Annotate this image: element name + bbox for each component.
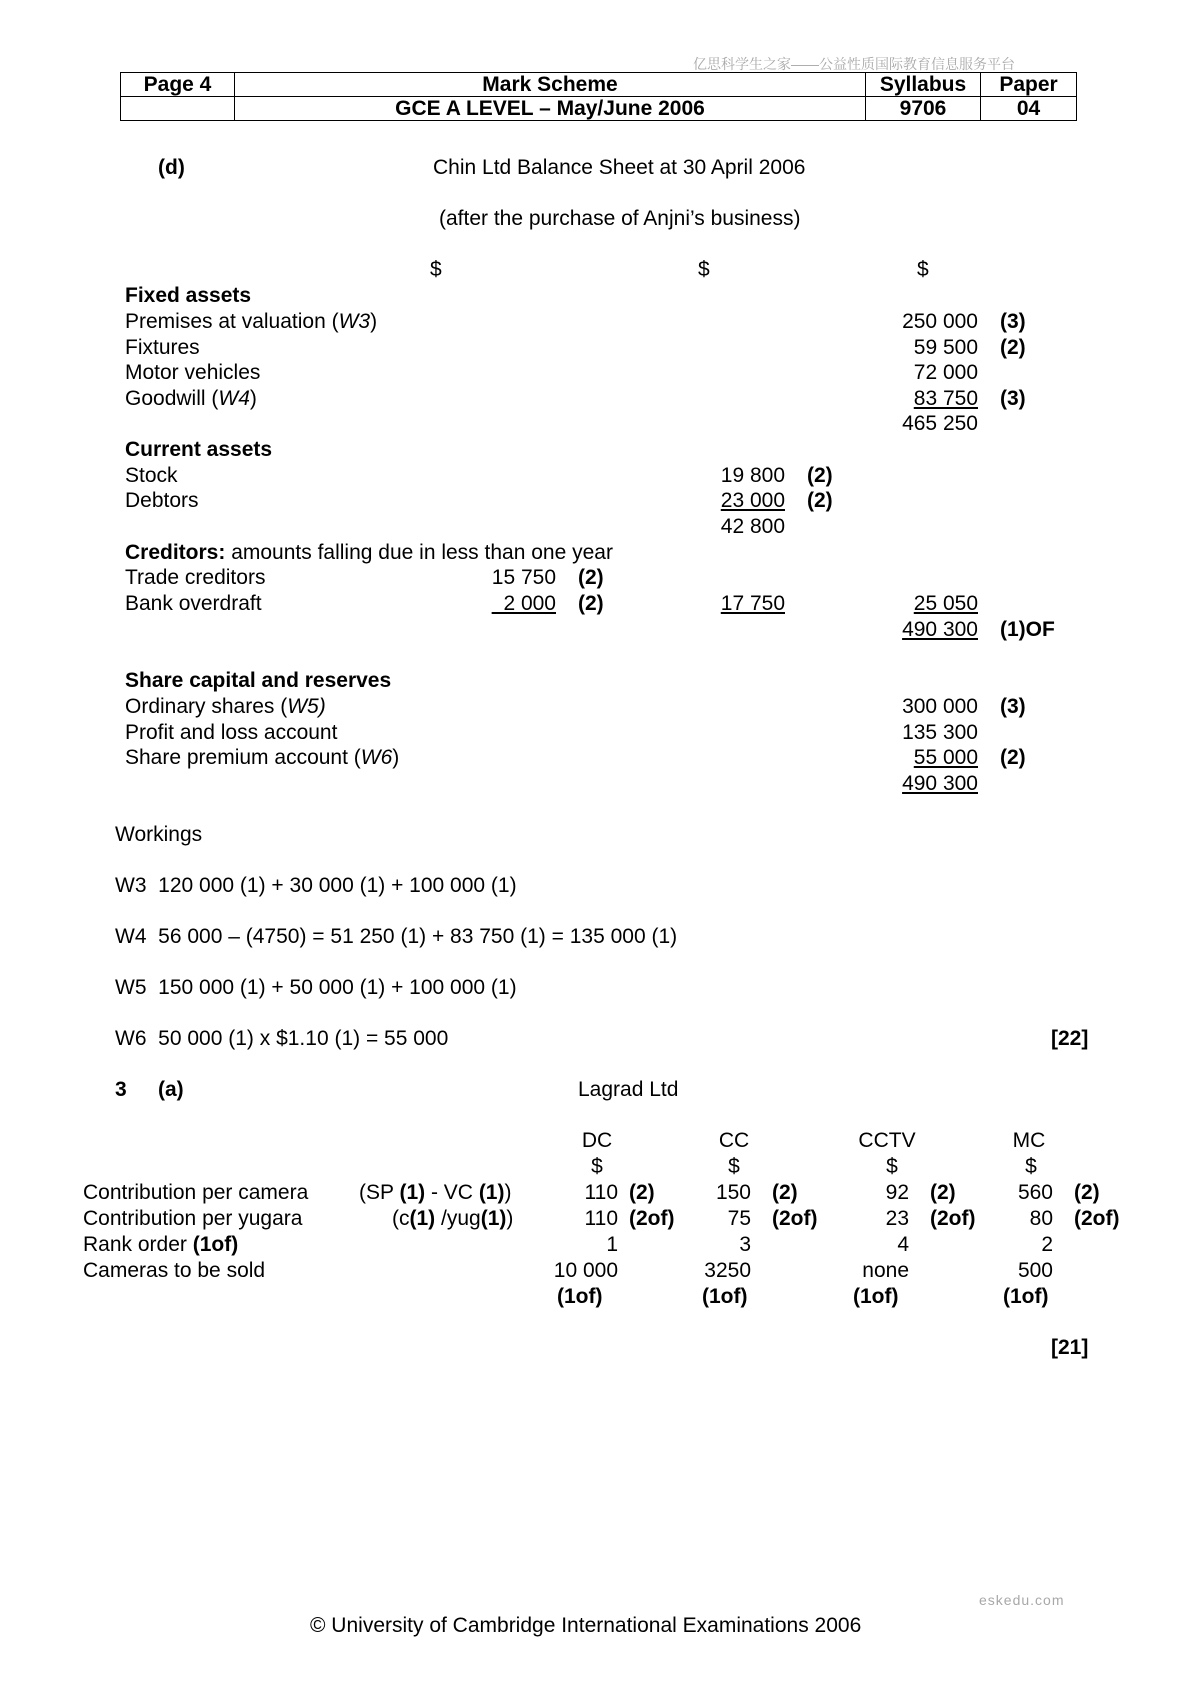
footer-copyright: © University of Cambridge International Examinations 2006 xyxy=(310,1614,862,1637)
workings-heading: Workings xyxy=(115,823,203,846)
current-assets-total: 42 800 xyxy=(720,515,785,538)
currency-col-2: $ xyxy=(698,258,710,281)
col-header-mc: MC xyxy=(1012,1129,1046,1152)
sold-dc-value: 10 000 xyxy=(553,1259,618,1282)
header-exam: GCE A LEVEL – May/June 2006 xyxy=(235,97,866,121)
profit-loss-value: 135 300 xyxy=(902,721,978,744)
header-syllabus-label: Syllabus xyxy=(866,73,981,97)
rank-dc-value: 1 xyxy=(606,1233,618,1256)
rank-cctv-value: 4 xyxy=(897,1233,909,1256)
watermark-bottom: eskedu.com xyxy=(979,1592,1065,1608)
bank-overdraft-value: 2 000 xyxy=(503,592,556,615)
camera-dc-mark: (2) xyxy=(629,1181,655,1204)
bottom-mark-cctv: (1of) xyxy=(853,1285,899,1308)
yugara-dc-mark: (2of) xyxy=(629,1207,675,1230)
col-header-cc: CC xyxy=(718,1129,750,1152)
camera-dc-value: 110 xyxy=(584,1181,618,1204)
row-rank-order-label: Rank order (1of) xyxy=(83,1233,239,1256)
col-currency-dc: $ xyxy=(591,1155,603,1178)
ordinary-shares-mark: (3) xyxy=(1000,695,1026,718)
row-cameras-sold-label: Cameras to be sold xyxy=(83,1259,266,1282)
header-table xyxy=(120,72,1077,121)
q3-total-mark: [21] xyxy=(1051,1336,1089,1359)
debtors-label: Debtors xyxy=(125,489,199,512)
net-assets-mark: (1)OF xyxy=(1000,618,1055,641)
ordinary-shares-value: 300 000 xyxy=(902,695,978,718)
ordinary-shares-label: Ordinary shares (W5) xyxy=(125,695,326,718)
rank-mc-value: 2 xyxy=(1041,1233,1053,1256)
share-premium-value: 55 000 xyxy=(913,746,978,769)
watermark-top: 亿思科学生之家——公益性质国际教育信息服务平台 xyxy=(693,56,1015,72)
col-currency-mc: $ xyxy=(1025,1155,1037,1178)
motor-vehicles-value: 72 000 xyxy=(913,361,978,384)
fixed-assets-heading: Fixed assets xyxy=(125,284,252,307)
working-w4: W4 56 000 – (4750) = 51 250 (1) + 83 750 (1) = 135 000 (1) xyxy=(115,925,678,948)
trade-creditors-mark: (2) xyxy=(578,566,604,589)
sold-cc-value: 3250 xyxy=(704,1259,751,1282)
bottom-mark-mc: (1of) xyxy=(1003,1285,1049,1308)
yugara-mc-value: 80 xyxy=(1029,1207,1053,1230)
share-premium-label: Share premium account (W6) xyxy=(125,746,400,769)
camera-cc-value: 150 xyxy=(715,1181,751,1204)
fixtures-mark: (2) xyxy=(1000,336,1026,359)
working-w3: W3 120 000 (1) + 30 000 (1) + 100 000 (1) xyxy=(115,874,517,897)
rank-cc-value: 3 xyxy=(739,1233,751,1256)
header-empty xyxy=(121,97,235,121)
motor-vehicles-label: Motor vehicles xyxy=(125,361,261,384)
row-contribution-camera-label: Contribution per camera xyxy=(83,1181,309,1204)
share-premium-mark: (2) xyxy=(1000,746,1026,769)
working-w5: W5 150 000 (1) + 50 000 (1) + 100 000 (1) xyxy=(115,976,517,999)
company-name: Lagrad Ltd xyxy=(578,1078,679,1101)
header-paper: 04 xyxy=(981,97,1077,121)
header-syllabus: 9706 xyxy=(866,97,981,121)
currency-col-3: $ xyxy=(917,258,929,281)
header-page: Page 4 xyxy=(121,73,235,97)
row-contribution-camera-formula: (SP (1) - VC (1)) xyxy=(359,1181,512,1204)
col-currency-cc: $ xyxy=(728,1155,740,1178)
working-w6: W6 50 000 (1) x $1.10 (1) = 55 000 xyxy=(115,1027,449,1050)
fixtures-value: 59 500 xyxy=(913,336,978,359)
net-current-assets: 25 050 xyxy=(913,592,978,615)
camera-mc-value: 560 xyxy=(1017,1181,1053,1204)
yugara-cctv-mark: (2of) xyxy=(930,1207,976,1230)
creditors-total: 17 750 xyxy=(720,592,785,615)
balance-sheet-subtitle: (after the purchase of Anjni’s business) xyxy=(439,207,801,230)
yugara-cc-mark: (2of) xyxy=(772,1207,818,1230)
yugara-dc-value: 110 xyxy=(584,1207,618,1230)
col-header-dc: DC xyxy=(581,1129,613,1152)
current-assets-heading: Current assets xyxy=(125,438,273,461)
camera-cc-mark: (2) xyxy=(772,1181,798,1204)
currency-col-1: $ xyxy=(430,258,442,281)
row-contribution-yugara-label: Contribution per yugara xyxy=(83,1207,303,1230)
trade-creditors-value: 15 750 xyxy=(491,566,556,589)
col-header-cctv: CCTV xyxy=(858,1129,916,1152)
debtors-value: 23 000 xyxy=(720,489,785,512)
question-number: 3 xyxy=(115,1078,127,1101)
camera-mc-mark: (2) xyxy=(1074,1181,1100,1204)
camera-cctv-value: 92 xyxy=(885,1181,909,1204)
sold-mc-value: 500 xyxy=(1017,1259,1053,1282)
debtors-mark: (2) xyxy=(807,489,833,512)
bank-overdraft-label: Bank overdraft xyxy=(125,592,262,615)
capital-total: 490 300 xyxy=(902,772,978,795)
col-currency-cctv: $ xyxy=(886,1155,898,1178)
stock-mark: (2) xyxy=(807,464,833,487)
header-paper-label: Paper xyxy=(981,73,1077,97)
bottom-mark-dc: (1of) xyxy=(557,1285,603,1308)
premises-label: Premises at valuation (W3) xyxy=(125,310,378,333)
yugara-cc-value: 75 xyxy=(727,1207,751,1230)
fixtures-label: Fixtures xyxy=(125,336,200,359)
share-capital-heading: Share capital and reserves xyxy=(125,669,392,692)
balance-sheet-title: Chin Ltd Balance Sheet at 30 April 2006 xyxy=(433,156,806,179)
question-part: (a) xyxy=(158,1078,184,1101)
part-d-total-mark: [22] xyxy=(1051,1027,1089,1050)
yugara-mc-mark: (2of) xyxy=(1074,1207,1120,1230)
creditors-heading: Creditors: amounts falling due in less than one year xyxy=(125,541,613,564)
header-title: Mark Scheme xyxy=(235,73,866,97)
goodwill-label: Goodwill (W4) xyxy=(125,387,257,410)
net-assets-total: 490 300 xyxy=(902,618,978,641)
premises-mark: (3) xyxy=(1000,310,1026,333)
bank-overdraft-mark: (2) xyxy=(578,592,604,615)
trade-creditors-label: Trade creditors xyxy=(125,566,266,589)
goodwill-mark: (3) xyxy=(1000,387,1026,410)
yugara-cctv-value: 23 xyxy=(885,1207,909,1230)
premises-value: 250 000 xyxy=(902,310,978,333)
goodwill-value: 83 750 xyxy=(913,387,978,410)
part-d-label: (d) xyxy=(158,156,185,179)
fixed-assets-total: 465 250 xyxy=(902,412,978,435)
profit-loss-label: Profit and loss account xyxy=(125,721,338,744)
stock-value: 19 800 xyxy=(720,464,785,487)
camera-cctv-mark: (2) xyxy=(930,1181,956,1204)
row-contribution-yugara-formula: (c(1) /yug(1)) xyxy=(392,1207,514,1230)
stock-label: Stock xyxy=(125,464,178,487)
sold-cctv-value: none xyxy=(862,1259,909,1282)
bottom-mark-cc: (1of) xyxy=(702,1285,748,1308)
